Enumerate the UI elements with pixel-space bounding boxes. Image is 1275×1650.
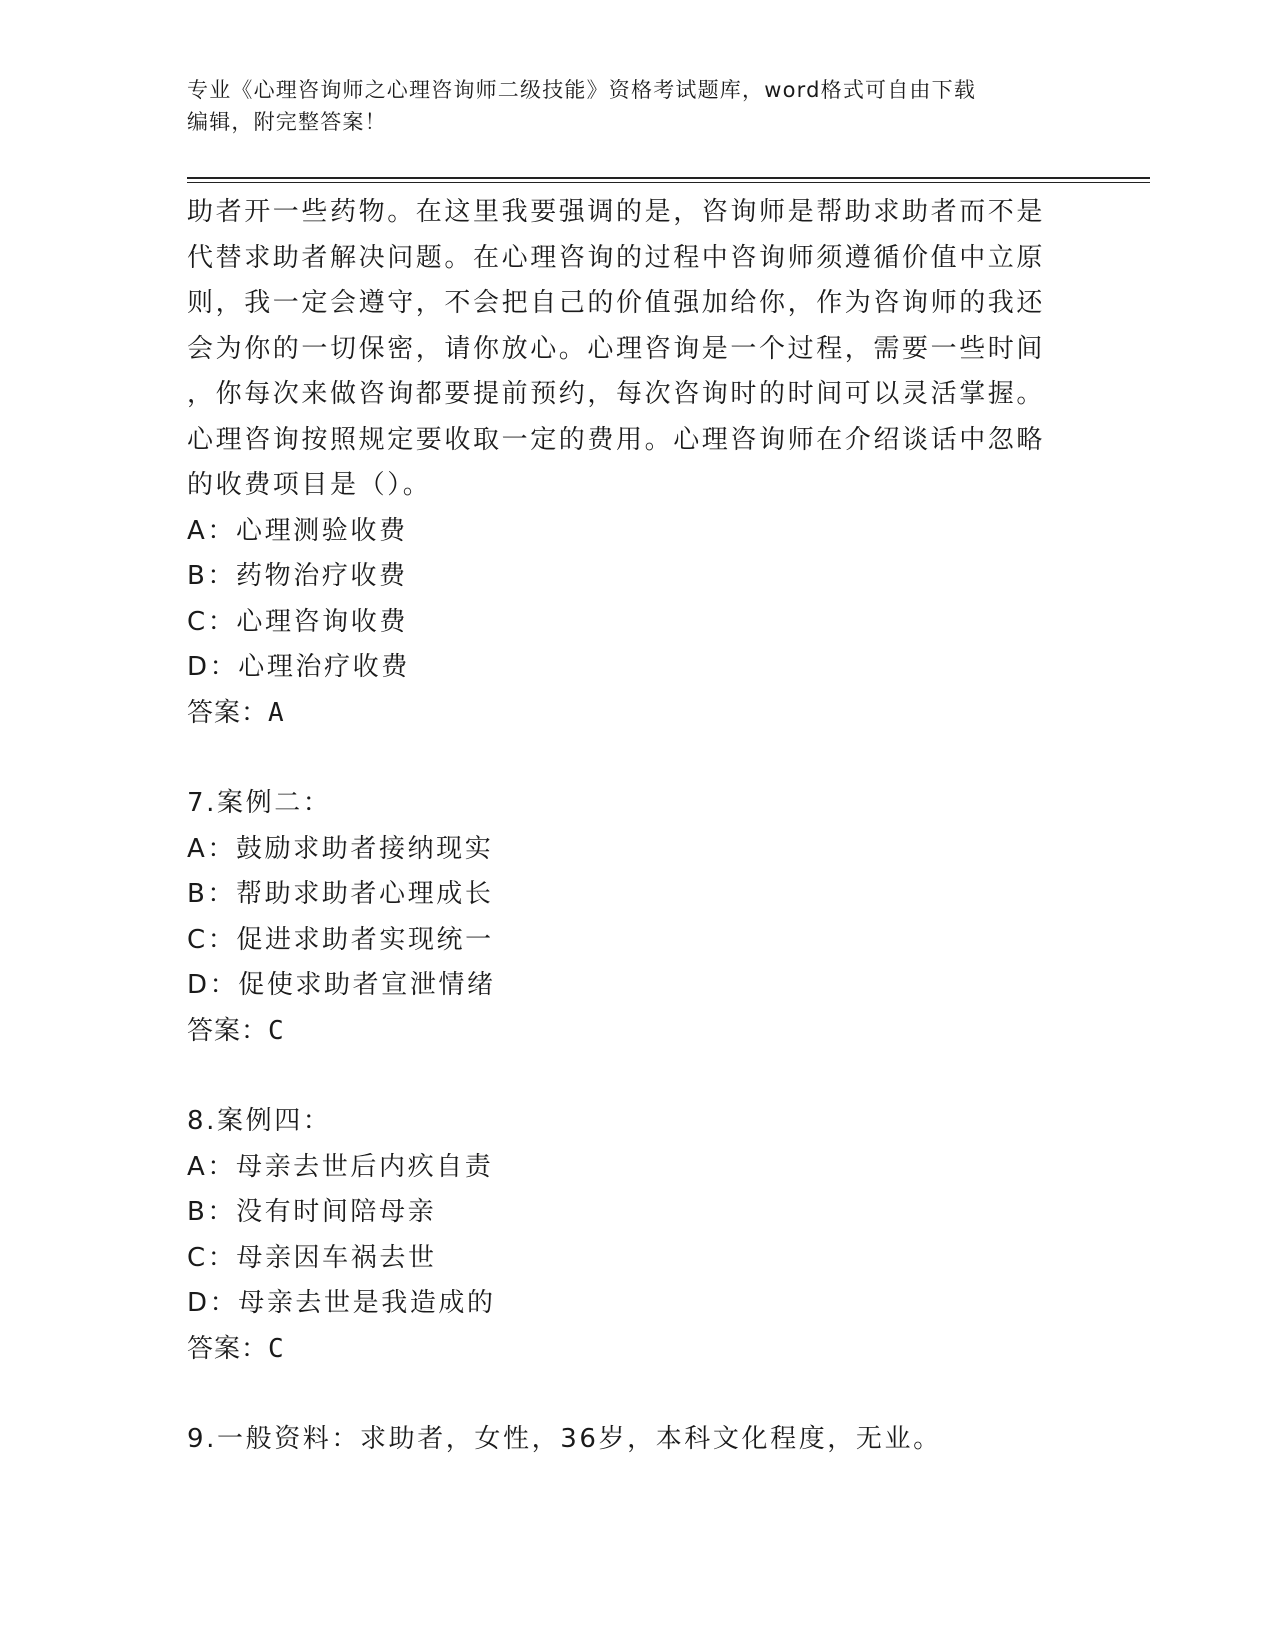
answer-value: A	[268, 697, 285, 728]
question-stem-line: 心理咨询按照规定要收取一定的费用。心理咨询师在介绍谈话中忽略	[187, 424, 1046, 455]
document-header	[187, 74, 1087, 138]
question-title: 8.案例四：	[187, 1106, 332, 1136]
option-b: B：没有时间陪母亲	[187, 1197, 437, 1227]
document-body	[187, 190, 1067, 1463]
header-line-2: 编辑，附完整答案！	[187, 110, 387, 134]
option-a: A：心理测验收费	[187, 515, 408, 546]
answer-label: 答案：	[187, 1015, 269, 1046]
option-d: D：促使求助者宣泄情绪	[187, 970, 496, 1000]
question-stem-line: 助者开一些药物。在这里我要强调的是，咨询师是帮助求助者而不是	[187, 197, 1046, 227]
answer-label: 答案：	[187, 697, 269, 728]
question-stem-line: 代替求助者解决问题。在心理咨询的过程中咨询师须遵循价值中立原	[187, 242, 1046, 273]
question-6	[187, 190, 1067, 736]
option-c: C：促进求助者实现统一	[187, 924, 494, 955]
answer	[187, 1327, 1067, 1373]
question-9	[187, 1417, 1067, 1463]
answer	[187, 691, 1067, 737]
option-c: C：心理咨询收费	[187, 606, 408, 637]
option-b: B：药物治疗收费	[187, 561, 408, 591]
question-stem-line: 则，我一定会遵守，不会把自己的价值强加给你，作为咨询师的我还	[187, 288, 1046, 318]
option-d: D：母亲去世是我造成的	[187, 1288, 496, 1318]
header-line-1: 专业《心理咨询师之心理咨询师二级技能》资格考试题库，word格式可自由下载	[187, 78, 977, 102]
option-d: D：心理治疗收费	[187, 652, 410, 682]
question-stem-line: 会为你的一切保密，请你放心。心理咨询是一个过程，需要一些时间	[187, 333, 1046, 364]
question-stem-line: ，你每次来做咨询都要提前预约，每次咨询时的时间可以灵活掌握。	[187, 379, 1046, 409]
question-title: 9.一般资料：求助者，女性，36岁，本科文化程度，无业。	[187, 1424, 942, 1454]
spacer	[187, 736, 1067, 781]
option-a: A：母亲去世后内疚自责	[187, 1151, 494, 1182]
question-title: 7.案例二：	[187, 788, 332, 818]
answer-label: 答案：	[187, 1333, 269, 1364]
answer	[187, 1009, 1067, 1055]
question-8	[187, 1099, 1067, 1372]
question-stem-line: 的收费项目是（）。	[187, 470, 432, 500]
spacer	[187, 1372, 1067, 1417]
option-a: A：鼓励求助者接纳现实	[187, 833, 494, 864]
answer-value: C	[268, 1015, 285, 1046]
header-rule-thin	[187, 182, 1150, 183]
answer-value: C	[268, 1333, 285, 1364]
option-b: B：帮助求助者心理成长	[187, 879, 494, 909]
header-rule-thick	[187, 177, 1150, 179]
spacer	[187, 1054, 1067, 1099]
option-c: C：母亲因车祸去世	[187, 1242, 437, 1273]
question-7	[187, 781, 1067, 1054]
